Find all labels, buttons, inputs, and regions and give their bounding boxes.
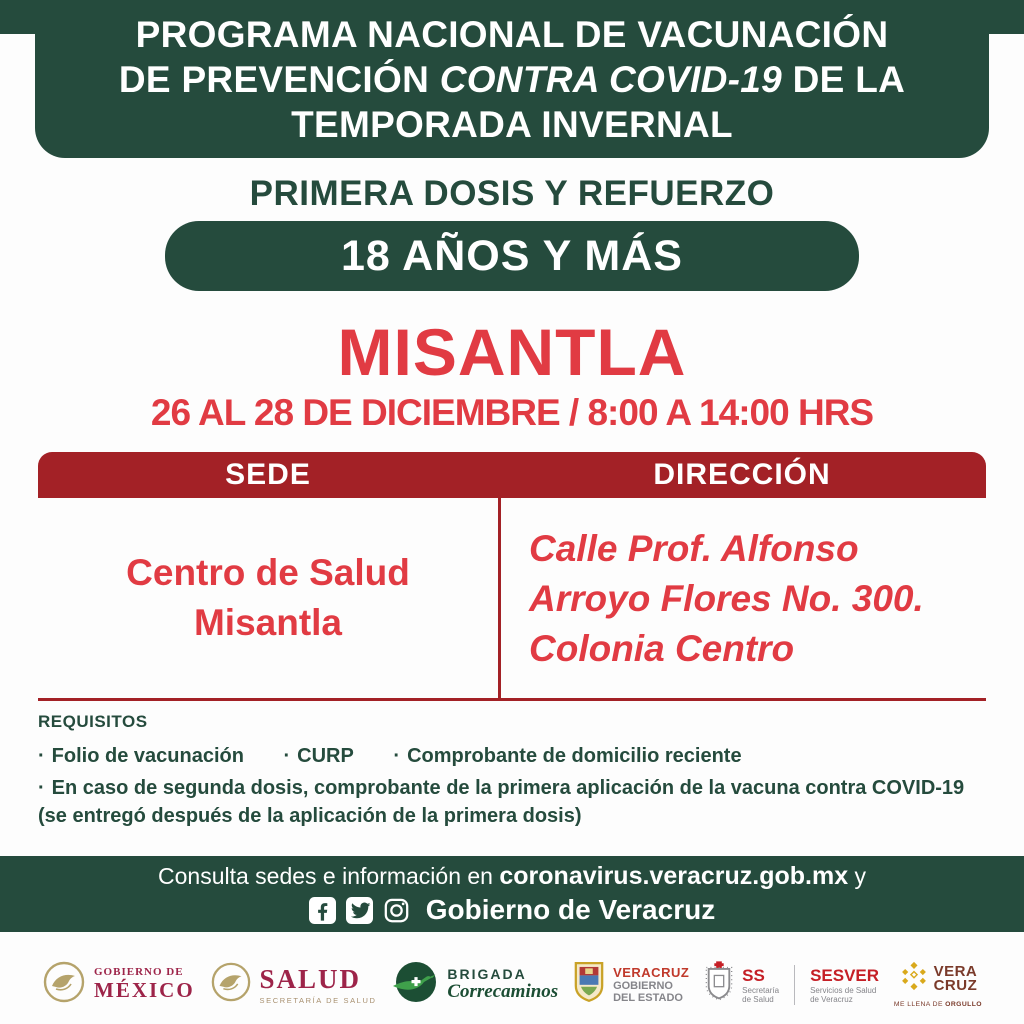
- header-banner: [35, 0, 989, 158]
- facebook-icon: [309, 897, 336, 924]
- brigada-line2: Correcaminos: [447, 981, 559, 1002]
- salud-subtitle: SECRETARÍA DE SALUD: [259, 996, 377, 1005]
- header-title: [119, 12, 905, 147]
- venue-name-cell: Centro de Salud Misantla: [126, 552, 410, 643]
- veracruz-shield-icon: [573, 961, 605, 1008]
- age-pill-label: 18 AÑOS Y MÁS: [341, 231, 683, 280]
- sesver-sub2: de Veracruz: [810, 994, 853, 1004]
- sesver-wordmark: SESVER: [810, 965, 880, 985]
- vergob-line3: DEL ESTADO: [613, 992, 683, 1004]
- city-title: MISANTLA: [337, 315, 687, 389]
- social-handle: Gobierno de Veracruz: [425, 894, 716, 925]
- salud-wordmark: SALUD: [259, 964, 362, 994]
- gold-pattern-icon: [899, 961, 929, 996]
- header-line2: DE PREVENCIÓN CONTRA COVID-19 DE LA: [118, 58, 906, 100]
- footer-banner: [0, 856, 1024, 932]
- requirement-item: · Comprobante de domicilio reciente: [393, 745, 742, 767]
- table-header-direccion: DIRECCIÓN: [653, 458, 831, 491]
- header-line1: PROGRAMA NACIONAL DE VACUNACIÓN: [135, 13, 889, 55]
- orgullo-line2: CRUZ: [933, 976, 978, 994]
- age-pill: [165, 221, 859, 291]
- sesver-sub1: Servicios de Salud: [810, 985, 877, 995]
- requirements-section: [38, 712, 988, 830]
- venue-table: [38, 452, 986, 701]
- twitter-icon: [346, 897, 373, 924]
- orgullo-tagline: ME LLENA DE ORGULLO: [893, 1001, 982, 1008]
- vergob-line1: VERACRUZ: [613, 965, 690, 980]
- requirement-item-long: · En caso de segunda dosis, comprobante de la primera aplicación de la vacuna contra COVID-19 (se entregó después de la aplicación de la primera dosis): [38, 777, 965, 827]
- logos-strip: [0, 945, 1024, 1024]
- ss-sub1: Secretaría: [742, 985, 780, 995]
- vergob-line2: GOBIERNO: [613, 980, 673, 992]
- requirements-title: REQUISITOS: [38, 712, 148, 731]
- logo-veracruz-orgullo: [894, 961, 982, 1008]
- header-line3: TEMPORADA INVERNAL: [291, 103, 733, 145]
- requirement-item: · Folio de vacunación: [38, 745, 244, 767]
- table-header-sede: SEDE: [225, 458, 311, 491]
- instagram-icon: [383, 897, 410, 924]
- brigada-line1: BRIGADA: [447, 966, 527, 982]
- logo-brigada-correcaminos: [391, 958, 558, 1011]
- table-row: [38, 498, 986, 701]
- roadrunner-icon: [391, 958, 439, 1011]
- ss-wordmark: SS: [742, 965, 765, 985]
- logo-divider: [794, 965, 795, 1005]
- salud-eagle-icon: [210, 961, 252, 1008]
- logo-veracruz-gobierno: [573, 961, 689, 1008]
- gobmx-line1: GOBIERNO DE: [94, 966, 184, 978]
- gobmx-line2: MÉXICO: [94, 978, 195, 1002]
- social-line: [309, 894, 715, 926]
- table-header-row: [38, 452, 986, 498]
- logo-ss-sesver: [704, 960, 879, 1009]
- requirement-item: · CURP: [283, 745, 354, 767]
- logo-gobierno-mexico: [42, 960, 195, 1009]
- venue-address-cell: Calle Prof. Alfonso Arroyo Flores No. 300. Colonia Centro: [498, 498, 986, 698]
- logo-salud: [210, 961, 377, 1008]
- mexico-eagle-icon: [42, 960, 86, 1009]
- requirements-inline-list: [38, 745, 988, 768]
- ss-sub2: de Salud: [742, 994, 774, 1004]
- orgullo-line1: VERA: [933, 962, 978, 980]
- schedule-line: 26 AL 28 DE DICIEMBRE / 8:00 A 14:00 HRS: [150, 392, 874, 433]
- site-url: coronavirus.veracruz.gob.mx: [499, 862, 849, 890]
- covid-emphasis: CONTRA COVID-19: [439, 58, 783, 100]
- info-line: Consulta sedes e información en coronavirus.veracruz.gob.mx y: [158, 862, 866, 890]
- dose-subtitle: PRIMERA DOSIS Y REFUERZO: [249, 174, 775, 213]
- health-shield-icon: [704, 960, 734, 1009]
